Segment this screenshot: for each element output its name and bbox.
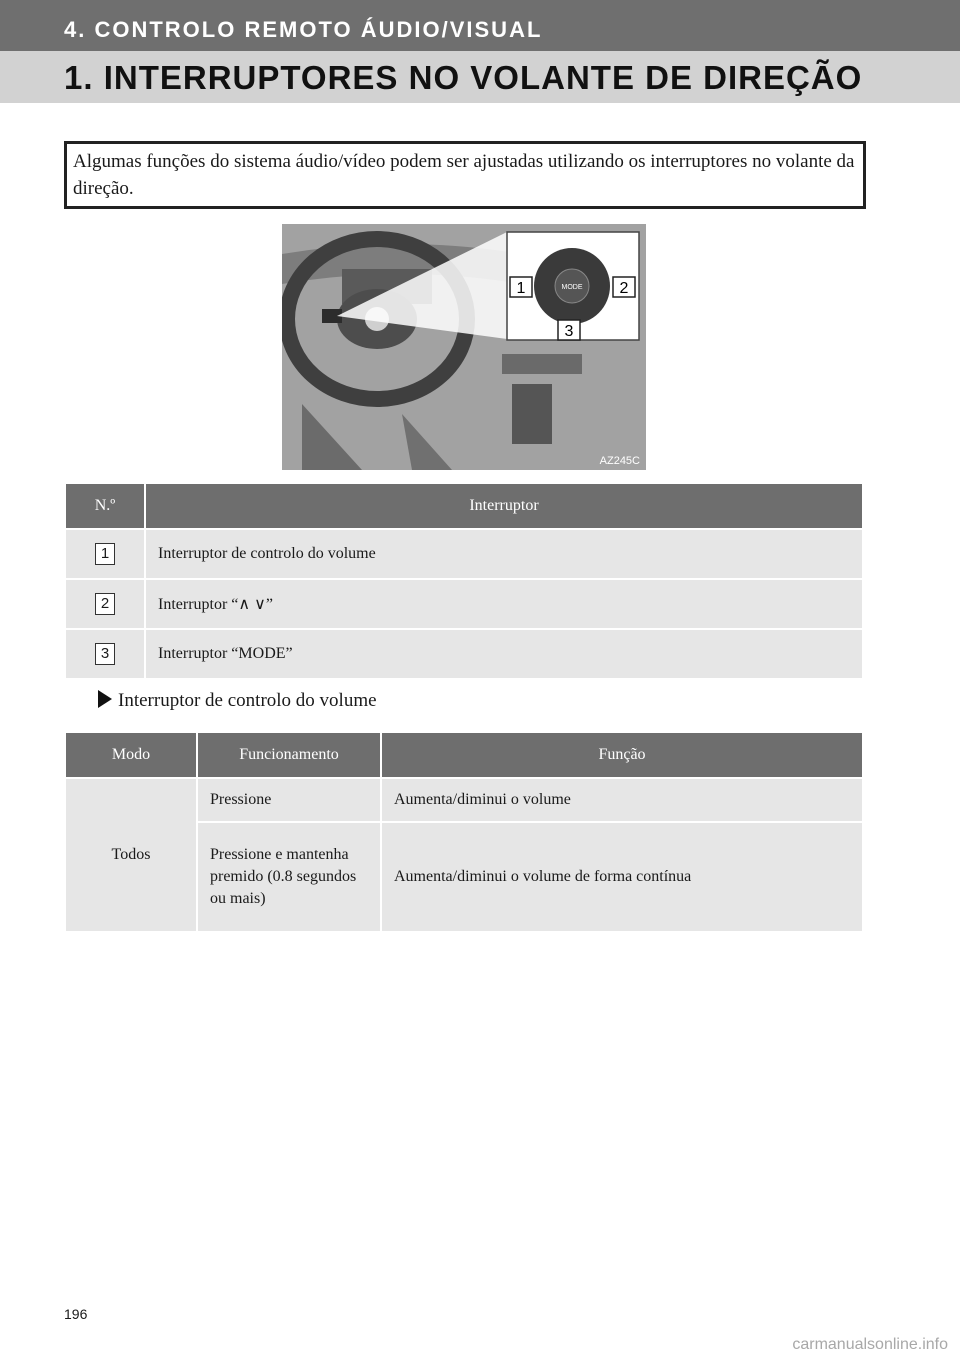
callout-1: 1 [516, 280, 526, 297]
subheading [98, 690, 377, 712]
subheading-text: Interruptor de controlo do volume [118, 690, 377, 711]
row-number: 3 [95, 643, 115, 665]
row-label: Interruptor “∧ ∨” [145, 579, 863, 629]
page-number: 196 [64, 1306, 88, 1322]
steering-wheel-illustration [282, 224, 646, 470]
table-row [65, 629, 863, 679]
arrow-right-icon [98, 690, 112, 708]
col-header-mode: Modo [65, 732, 197, 778]
col-header-number: N.º [65, 483, 145, 529]
table-row [65, 529, 863, 579]
mode-cell: Todos [65, 778, 197, 932]
function-cell: Aumenta/diminui o volume de forma contínua [381, 822, 863, 932]
chapter-header [0, 51, 960, 103]
row-number: 2 [95, 593, 115, 615]
section-header [0, 0, 960, 51]
col-header-function: Função [381, 732, 863, 778]
table-row [65, 579, 863, 629]
figure-code: AZ245C [599, 455, 640, 467]
intro-text: Algumas funções do sistema áudio/vídeo podem ser ajustadas utilizando os interruptores no volante da direção. [64, 141, 866, 209]
svg-text:MODE: MODE [561, 284, 583, 291]
volume-table [64, 731, 864, 933]
watermark: carmanualsonline.info [792, 1336, 948, 1353]
callout-2: 2 [619, 280, 629, 297]
row-number: 1 [95, 543, 115, 565]
chapter-title: 1. INTERRUPTORES NO VOLANTE DE DIREÇÃO [64, 59, 863, 96]
col-header-switch: Interruptor [145, 483, 863, 529]
operation-cell: Pressione e mantenha premido (0.8 segundos ou mais) [197, 822, 381, 932]
row-label: Interruptor “MODE” [145, 629, 863, 679]
section-title: 4. CONTROLO REMOTO ÁUDIO/VISUAL [64, 17, 543, 42]
row-label: Interruptor de controlo do volume [145, 529, 863, 579]
col-header-operation: Funcionamento [197, 732, 381, 778]
switch-table [64, 482, 864, 680]
function-cell: Aumenta/diminui o volume [381, 778, 863, 822]
table-row [65, 778, 863, 822]
operation-cell: Pressione [197, 778, 381, 822]
callout-3: 3 [564, 323, 574, 340]
